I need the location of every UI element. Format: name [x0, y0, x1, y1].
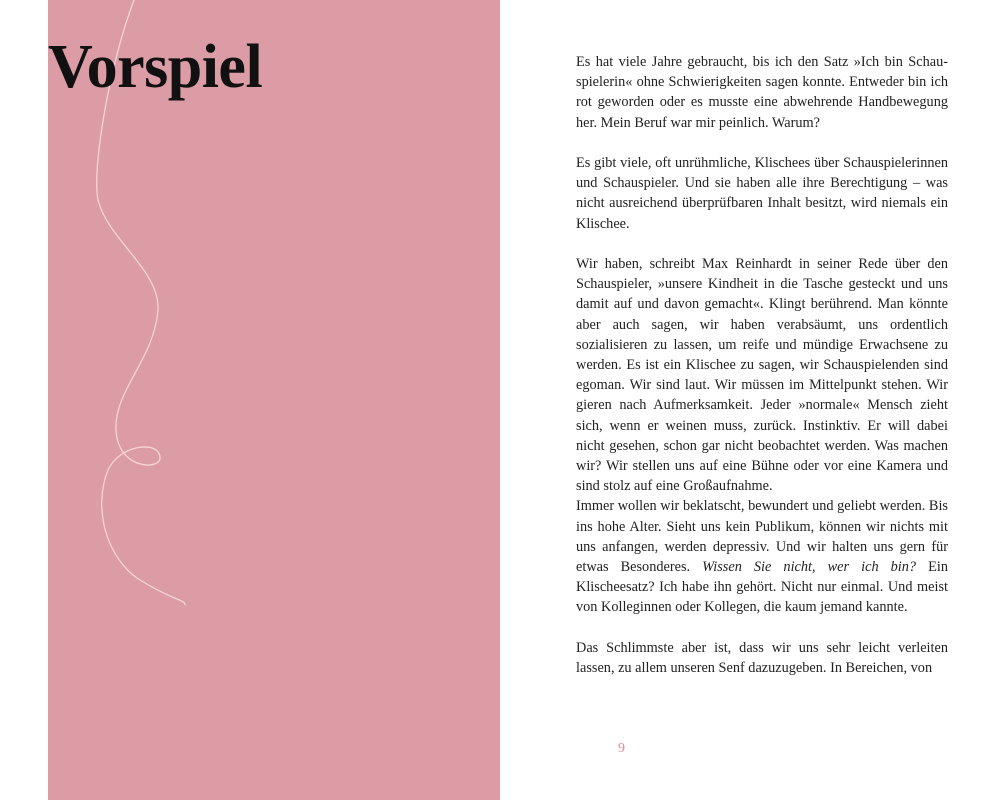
paragraph-2: Es gibt viele, oft unrühmliche, Klischees über Schauspielerinnen und Schauspieler. Und sie haben alle ihre Berechtigung – was nicht ausreichend überprüfbaren Inhalt besitzt, wird niemals ein Klischee. [576, 155, 948, 232]
paragraph-1: Es hat viele Jahre gebraucht, bis ich den Satz »Ich bin Schauspielerin« ohne Schwierigkeiten sagen konnte. Entweder bin ich rot geworden oder es musste eine abwehrende Handbewegung her. Mein Beruf war mir peinlich. Warum? [576, 54, 948, 131]
chapter-title: Vorspiel [48, 33, 263, 101]
paragraph-4-text-start: Immer wollen wir beklatscht, bewundert und geliebt werden. Bis ins hohe Alter. Sieht uns kein Publikum, können wir nichts mit uns anfangen, werden depressiv. Und wir halten uns gern für etwas Besonderes. [576, 498, 948, 576]
text-page [500, 0, 1000, 800]
paragraph-4-italic-quote: Wissen Sie nicht, wer ich bin? [702, 559, 917, 576]
paragraph-4 [576, 496, 948, 617]
paragraph-5: Das Schlimmste aber ist, dass wir uns sehr leicht verleiten lassen, zu allem unseren Senf dazuzugeben. In Bereichen, von [576, 639, 948, 677]
page-number: 9 [618, 741, 625, 756]
paragraph-3: Wir haben, schreibt Max Reinhardt in seiner Rede über den Schauspieler, »unsere Kindheit in die Tasche gesteckt und uns damit auf und davon gemacht«. Klingt berührend. Man könnte aber auch sagen, wir haben verabsäumt, uns ordentlich sozialisieren zu lassen, um reife und mündige Erwachsene zu werden. Es ist ein Klischee zu sagen, wir Schauspielenden sind egoman. Wir sind laut. Wir müssen im Mittelpunkt stehen. Wir gieren nach Aufmerksamkeit. Jeder »normale« Mensch zieht sich, wenn er weinen muss, zurück. Instinktiv. Er will dabei nicht gesehen, schon gar nicht beobachtet werden. Was machen wir? Wir stellen uns auf eine Bühne oder vor eine Kamera und sind stolz auf eine Großaufnahme. [576, 256, 948, 495]
body-text [576, 52, 948, 678]
paragraph-4-text-end: Ein Klischeesatz? Ich habe ihn gehört. Nicht nur einmal. Und meist von Kolleginnen oder Kollegen, die kaum jemand kannte. [576, 559, 948, 616]
chapter-opener-page [48, 0, 500, 800]
swirl-line-ornament-icon [48, 0, 500, 800]
